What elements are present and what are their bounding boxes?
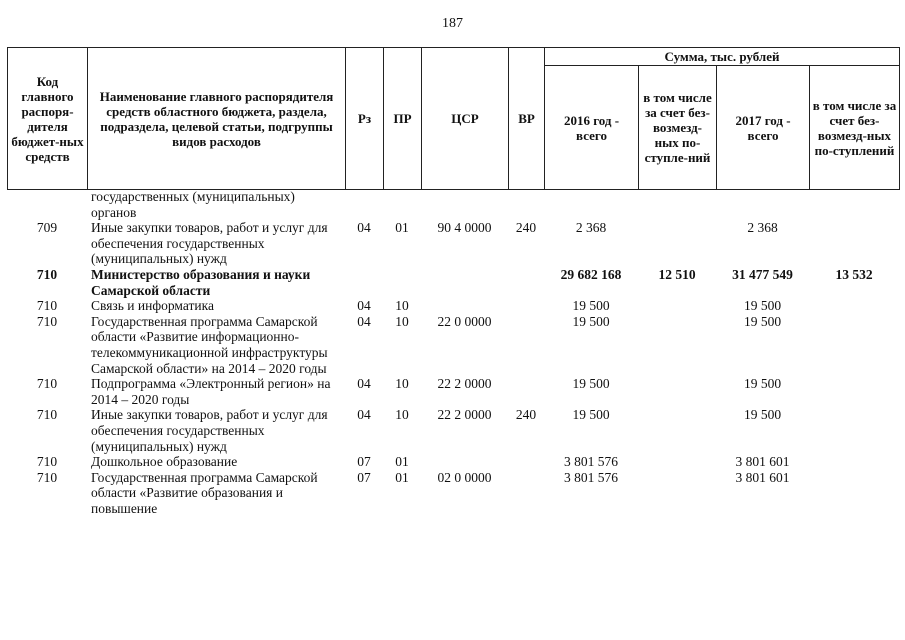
row-name: Министерство образования и науки Самарской области <box>91 266 311 298</box>
header-2016-total: 2016 год - всего <box>545 66 639 190</box>
row-name: Иные закупки товаров, работ и услуг для обеспечения государственных (муниципальных) нужд <box>91 220 328 267</box>
row-2016-total: 19 500 <box>572 376 610 392</box>
row-code: 710 <box>36 469 58 485</box>
header-2016-free: в том числе за счет без-возмезд-ных по-ступле-ний <box>639 66 717 190</box>
budget-table <box>7 189 899 516</box>
row-2016-total: 19 500 <box>572 313 610 329</box>
row-2017-free <box>809 376 899 407</box>
header-pr: ПР <box>384 48 422 190</box>
row-name: Государственная программа Самарской области «Развитие образования и повышение <box>91 469 318 516</box>
row-vr <box>508 267 544 298</box>
row-code: 710 <box>36 376 58 392</box>
row-2016-free <box>638 407 716 454</box>
row-2016-free <box>638 189 716 220</box>
row-2016-total: 3 801 576 <box>564 454 618 470</box>
row-2016-total: 19 500 <box>572 298 610 314</box>
row-2017-total: 19 500 <box>743 298 782 314</box>
row-2017-free <box>809 470 899 517</box>
row-2017-total: 19 500 <box>743 313 782 329</box>
row-rz: 04 <box>357 220 371 236</box>
row-2017-free <box>809 314 899 376</box>
row-2017-free <box>809 220 899 267</box>
row-2017-free <box>809 189 899 220</box>
row-2016-free <box>638 470 716 517</box>
table-row <box>7 470 899 517</box>
page-number: 187 <box>442 16 463 31</box>
table-row <box>7 298 899 314</box>
table-row <box>7 407 899 454</box>
row-pr <box>383 189 421 220</box>
row-vr: 240 <box>515 407 537 423</box>
row-vr <box>508 376 544 407</box>
row-pr: 01 <box>395 469 409 485</box>
row-2017-free <box>809 454 899 470</box>
row-code: 709 <box>36 220 58 236</box>
row-vr <box>508 470 544 517</box>
row-csr: 90 4 0000 <box>437 220 492 236</box>
row-pr: 01 <box>395 220 409 236</box>
row-csr: 22 0 0000 <box>437 313 492 329</box>
row-pr: 10 <box>395 376 409 392</box>
header-rz: Рз <box>346 48 384 190</box>
row-vr <box>508 298 544 314</box>
row-csr <box>421 189 508 220</box>
row-name: Дошкольное образование <box>91 454 238 470</box>
table-row <box>7 376 899 407</box>
row-name: государственных (муниципальных) органов <box>91 189 295 220</box>
row-pr: 01 <box>395 454 409 470</box>
row-2017-total: 3 801 601 <box>735 454 790 470</box>
row-2017-total: 19 500 <box>743 407 782 423</box>
table-row <box>7 454 899 470</box>
table-row <box>7 267 899 298</box>
header-csr: ЦСР <box>422 48 509 190</box>
row-code <box>7 189 87 220</box>
header-sum: Сумма, тыс. рублей <box>545 48 900 66</box>
row-vr: 240 <box>515 220 537 236</box>
header-vr: ВР <box>509 48 545 190</box>
row-code: 710 <box>36 313 58 329</box>
row-2016-total: 29 682 168 <box>560 266 622 282</box>
header-name: Наименование главного распорядителя средств областного бюджета, раздела, подраздела, целевой статьи, подгруппы видов расходов <box>88 48 346 190</box>
row-2017-total <box>716 189 809 220</box>
row-vr <box>508 189 544 220</box>
row-2016-free: 12 510 <box>658 266 696 282</box>
table-header <box>7 47 900 190</box>
row-csr: 02 0 0000 <box>437 469 492 485</box>
row-rz: 07 <box>357 454 371 470</box>
table-row <box>7 314 899 376</box>
row-2017-free: 13 532 <box>835 266 873 282</box>
row-pr: 10 <box>395 313 409 329</box>
header-code: Код главного распоря-дителя бюджет-ных средств <box>8 48 88 190</box>
row-code: 710 <box>36 298 58 314</box>
row-2017-free <box>809 407 899 454</box>
row-name: Подпрограмма «Электронный регион» на 2014 – 2020 годы <box>91 376 331 407</box>
row-2017-total: 3 801 601 <box>735 469 790 485</box>
row-vr <box>508 314 544 376</box>
row-pr: 10 <box>395 407 409 423</box>
row-rz <box>345 189 383 220</box>
row-2017-total: 31 477 549 <box>732 266 793 282</box>
row-rz: 04 <box>357 298 371 314</box>
row-2017-total: 19 500 <box>743 376 782 392</box>
row-csr: 22 2 0000 <box>437 407 492 423</box>
row-vr <box>508 454 544 470</box>
row-csr <box>421 298 508 314</box>
row-code: 710 <box>36 407 58 423</box>
row-rz: 07 <box>357 469 371 485</box>
row-csr <box>421 454 508 470</box>
header-2017-total: 2017 год - всего <box>717 66 810 190</box>
row-2016-free <box>638 314 716 376</box>
row-2016-free <box>638 220 716 267</box>
row-rz: 04 <box>357 376 371 392</box>
row-rz: 04 <box>357 407 371 423</box>
row-2017-total: 2 368 <box>747 220 778 236</box>
header-2017-free: в том числе за счет без-возмезд-ных по-ступлений <box>810 66 900 190</box>
row-name: Иные закупки товаров, работ и услуг для обеспечения государственных (муниципальных) нужд <box>91 407 328 454</box>
row-2016-free <box>638 454 716 470</box>
row-name: Государственная программа Самарской области «Развитие информационно-телекоммуникационной инфраструктуры Самарской области» на 2014 – 2020 годы <box>91 313 328 376</box>
row-code: 710 <box>36 266 58 282</box>
row-rz <box>345 267 383 298</box>
row-code: 710 <box>36 454 58 470</box>
row-2016-total <box>544 189 638 220</box>
row-csr <box>421 267 508 298</box>
row-name: Связь и информатика <box>91 298 214 314</box>
row-2016-total: 3 801 576 <box>564 469 618 485</box>
table-row <box>7 189 899 220</box>
row-2016-total: 19 500 <box>572 407 610 423</box>
row-2017-free <box>809 298 899 314</box>
row-csr: 22 2 0000 <box>437 376 492 392</box>
row-pr <box>383 267 421 298</box>
row-pr: 10 <box>395 298 409 314</box>
table-row <box>7 220 899 267</box>
row-2016-free <box>638 376 716 407</box>
row-2016-total: 2 368 <box>575 220 607 236</box>
row-2016-free <box>638 298 716 314</box>
row-rz: 04 <box>357 313 371 329</box>
